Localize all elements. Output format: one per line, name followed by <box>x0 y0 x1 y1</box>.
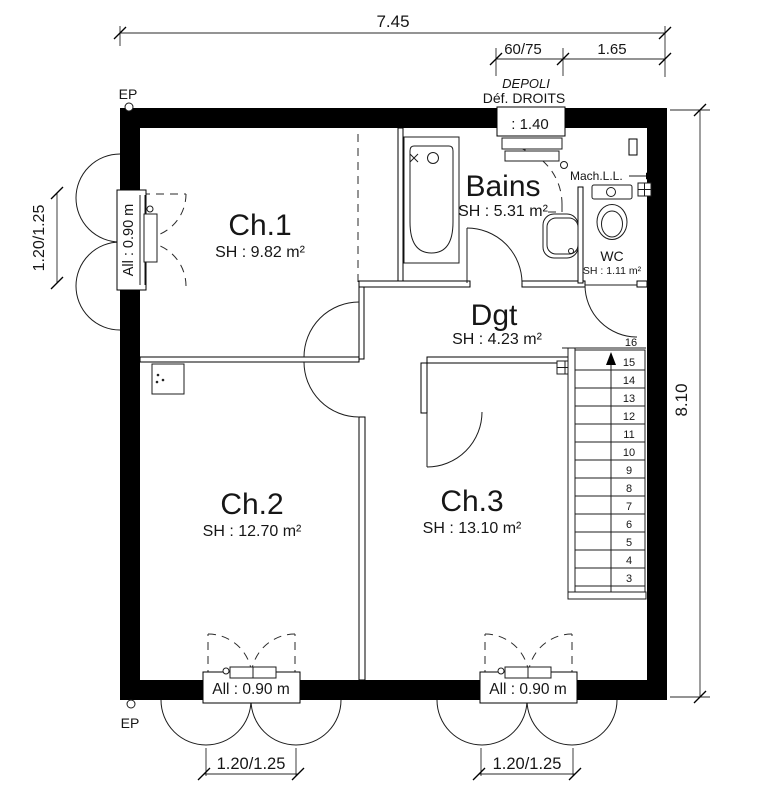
dim-bottom-left-window: 1.20/1.25 <box>216 755 286 773</box>
room-ch1-area: SH : 9.82 m² <box>215 244 305 261</box>
door-wc <box>585 285 637 337</box>
stair-step: 13 <box>622 393 636 405</box>
ep-top-label: EP <box>118 86 138 102</box>
window-bottom-left-sill-label: All : 0.90 m <box>212 681 290 698</box>
room-wc-area: SH : 1.11 m² <box>582 265 642 277</box>
room-dgt-area: SH : 4.23 m² <box>452 331 542 348</box>
dim-bottom-right-window: 1.20/1.25 <box>492 755 562 773</box>
stair-step: 4 <box>625 555 633 567</box>
stair-step: 3 <box>625 573 633 585</box>
stair-step: 15 <box>622 357 636 369</box>
washing-machine-outlet-icon <box>629 173 653 197</box>
bathtub-icon <box>404 137 459 263</box>
window-top-sill-label: : 1.40 <box>511 116 549 133</box>
stair-step: 11 <box>623 429 635 441</box>
door-ch2 <box>304 362 359 417</box>
door-bains <box>467 228 522 283</box>
dim-top-window: 60/75 <box>504 41 542 58</box>
door-ch1 <box>304 302 359 357</box>
stair-step: 6 <box>625 519 633 531</box>
stair-step: 12 <box>622 411 636 423</box>
annotation-labels <box>118 76 623 698</box>
stair-step-16: 16 <box>624 337 638 349</box>
dim-overall-height: 8.10 <box>672 383 691 417</box>
stair-step: 10 <box>622 447 636 459</box>
door-ch3 <box>427 412 482 467</box>
room-ch2-name: Ch.2 <box>220 488 284 521</box>
window-left-sill-label: All : 0.90 m <box>121 203 137 277</box>
room-ch1-name: Ch.1 <box>228 209 292 242</box>
washbasin-icon <box>543 214 578 258</box>
room-bains-name: Bains <box>465 170 541 203</box>
window-note-label: Déf. DROITS <box>482 90 566 106</box>
room-ch3-area: SH : 13.10 m² <box>422 520 522 537</box>
washing-machine-label: Mach.L.L. <box>570 169 623 183</box>
ep-bottom-label: EP <box>120 715 140 731</box>
window-glazing-label: DEPOLI <box>502 76 550 91</box>
stair-step: 5 <box>625 537 633 549</box>
stair-step: 9 <box>625 465 633 477</box>
room-ch3-name: Ch.3 <box>440 485 504 518</box>
room-ch2-area: SH : 12.70 m² <box>202 523 302 540</box>
stair-step: 7 <box>625 501 633 513</box>
staircase <box>562 337 646 599</box>
toilet-icon <box>592 185 632 240</box>
room-dgt-name: Dgt <box>470 299 518 332</box>
dim-overall-width: 7.45 <box>376 12 410 31</box>
window-bottom-right-sill-label: All : 0.90 m <box>489 681 567 698</box>
dim-left-window: 1.20/1.25 <box>31 204 48 272</box>
room-wc-name: WC <box>600 248 624 264</box>
stair-step: 8 <box>625 483 633 495</box>
room-bains-area: SH : 5.31 m² <box>458 203 548 220</box>
dim-top-right: 1.65 <box>597 41 627 58</box>
stair-step: 14 <box>622 375 636 387</box>
